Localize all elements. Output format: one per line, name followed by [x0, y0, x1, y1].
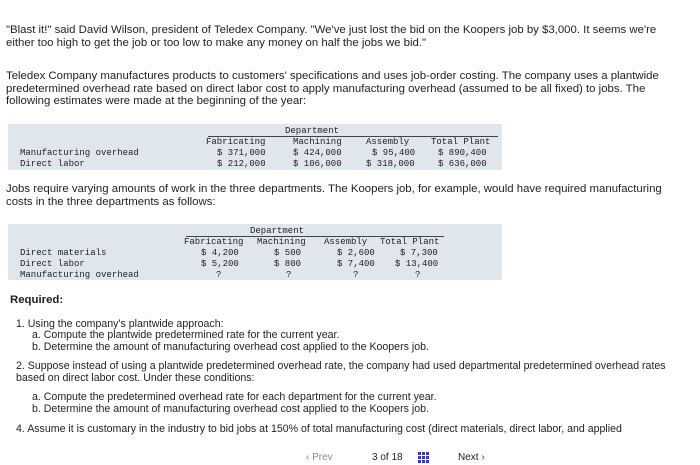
- table2-cell: $ 2,600: [337, 248, 375, 258]
- table2-cell: $ 4,200: [201, 248, 239, 258]
- table2-header-fabricating: Fabricating: [184, 237, 244, 247]
- table1-cell: $ 95,400: [372, 148, 416, 158]
- question-2b: b. Determine the amount of manufacturing overhead cost applied to the Koopers job.: [32, 403, 429, 415]
- prev-button[interactable]: [306, 452, 333, 465]
- koopers-job-costs-table: [8, 224, 502, 280]
- table2-cell: $ 800: [274, 259, 302, 269]
- table1-row-label: Manufacturing overhead: [20, 148, 139, 158]
- table1-cell: $ 890,400: [438, 148, 487, 158]
- table1-cell: $ 212,000: [217, 159, 266, 169]
- table2-row-label: Direct labor: [20, 259, 85, 269]
- table2-cell: $ 500: [274, 248, 302, 258]
- prev-label: Prev: [312, 452, 333, 463]
- question-2a: a. Compute the predetermined overhead rate for each department for the current year.: [32, 391, 437, 403]
- table1-header-total: Total Plant: [431, 137, 491, 147]
- table1-cell: $ 106,000: [293, 159, 342, 169]
- table2-header-assembly: Assembly: [324, 237, 368, 247]
- question-2: 2. Suppose instead of using a plantwide predetermined overhead rate, the company had used departmental predetermined overhead rates based on direct labor cost. Under these conditions:: [16, 360, 666, 384]
- intro-paragraph-2: Teledex Company manufactures products to customers' specifications and uses job-order costing. The company uses a plantwide predetermined overhead rate based on direct labor cost to apply manufacturing overhead (assumed to be all fixed) to jobs. The following estimates were made at the beginning of the year:: [6, 70, 659, 107]
- next-button[interactable]: [458, 452, 485, 465]
- jobs-paragraph: Jobs require varying amounts of work in the three departments. The Koopers job, for example, would have required manufacturing costs in the three departments as follows:: [6, 183, 662, 208]
- grid-icon[interactable]: [418, 452, 432, 465]
- table2-cell: ?: [353, 270, 359, 280]
- table2-header-total: Total Plant: [380, 237, 440, 247]
- table2-row-label: Manufacturing overhead: [20, 270, 139, 280]
- question-4: 4. Assume it is customary in the industry to bid jobs at 150% of total manufacturing cost (direct materials, direct labor, and applied: [16, 423, 622, 435]
- intro-paragraph-1: "Blast it!" said David Wilson, president of Teledex Company. "We've just lost the bid on the Koopers job by $3,000. It seems we're either too high to get the job or too low to make any money on half the jobs we bid.": [6, 24, 657, 49]
- table2-row-label: Direct materials: [20, 248, 107, 258]
- table2-group-header: Department: [250, 226, 305, 236]
- required-heading: Required:: [10, 294, 64, 306]
- overhead-estimates-table: [8, 124, 502, 170]
- table2-cell: $ 7,400: [337, 259, 375, 269]
- table1-cell: $ 318,000: [366, 159, 415, 169]
- table1-header-fabricating: Fabricating: [206, 137, 266, 147]
- table1-row-label: Direct labor: [20, 159, 85, 169]
- table1-group-header: Department: [285, 126, 340, 136]
- table2-cell: $ 5,200: [201, 259, 239, 269]
- chevron-right-icon: ›: [481, 452, 485, 463]
- table1-header-assembly: Assembly: [366, 137, 410, 147]
- question-1b: b. Determine the amount of manufacturing overhead cost applied to the Koopers job.: [32, 341, 429, 353]
- chevron-left-icon: ‹: [306, 452, 310, 463]
- table1-cell: $ 636,000: [438, 159, 487, 169]
- question-1: 1. Using the company's plantwide approach:: [16, 318, 224, 330]
- next-label: Next: [458, 452, 479, 463]
- table2-cell: ?: [415, 270, 421, 280]
- page-indicator: 3 of 18: [372, 452, 403, 463]
- table2-header-machining: Machining: [257, 237, 306, 247]
- table1-header-machining: Machining: [293, 137, 342, 147]
- table2-cell: ?: [286, 270, 292, 280]
- table2-cell: $ 7,300: [400, 248, 438, 258]
- table1-cell: $ 424,000: [293, 148, 342, 158]
- question-1a: a. Compute the plantwide predetermined rate for the current year.: [32, 329, 340, 341]
- table1-cell: $ 371,000: [217, 148, 266, 158]
- table2-cell: ?: [216, 270, 222, 280]
- table2-cell: $ 13,400: [395, 259, 439, 269]
